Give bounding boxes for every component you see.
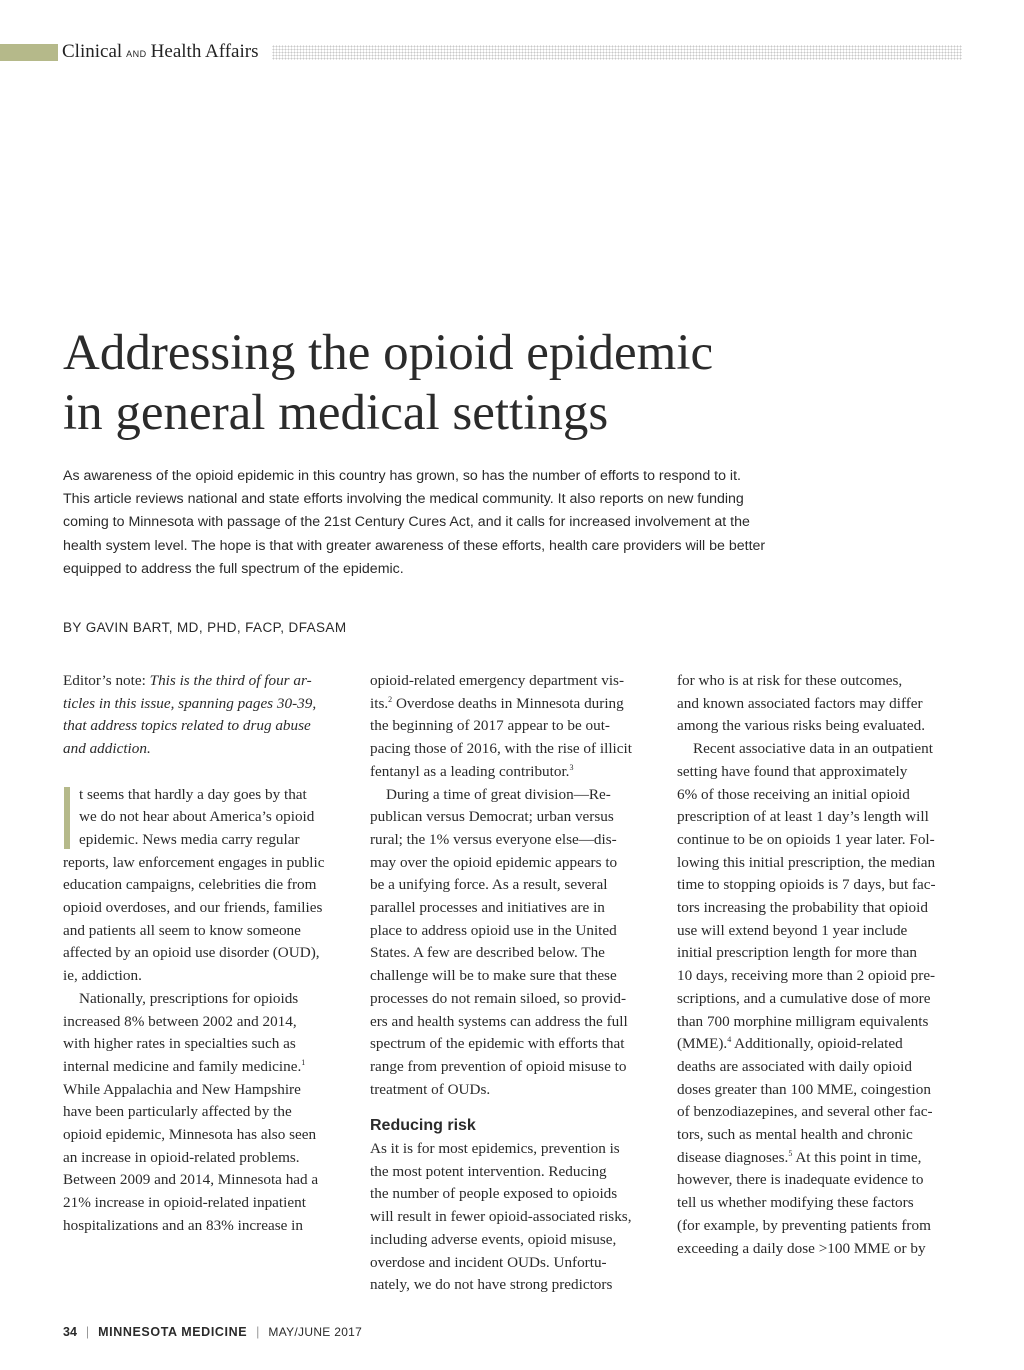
reference-3: 3 (569, 762, 574, 772)
body-line: hospitalizations and an 83% increase in (63, 1216, 303, 1234)
editor-note-line: and addiction. (63, 740, 151, 758)
column-2 (370, 670, 660, 1297)
paragraph-gap (370, 1101, 660, 1115)
deck-line: equipped to address the full spectrum of the epidemic. (63, 560, 404, 577)
body-line: While Appalachia and New Hampshire (63, 1080, 301, 1098)
body-line: among the various risks being evaluated. (677, 717, 925, 735)
deck-line: health system level. The hope is that with greater awareness of these efforts, health care providers will be better (63, 537, 766, 554)
body-line: opioid epidemic, Minnesota has also seen (63, 1126, 317, 1144)
deck-line: As awareness of the opioid epidemic in this country has grown, so has the number of efforts to respond to it. (63, 468, 741, 484)
body-line: continue to be on opioids 1 year later. Fol- (677, 830, 935, 848)
deck-line: This article reviews national and state efforts involving the medical community. It also reports on new funding (63, 491, 744, 508)
editor-note-line: ticles in this issue, spanning pages 30-39, (63, 694, 317, 712)
body-line: States. A few are described below. The (370, 944, 605, 962)
drop-cap (63, 787, 71, 849)
body-line: the number of people exposed to opioids (370, 1185, 618, 1203)
body-line: opioid overdoses, and our friends, families (63, 899, 323, 917)
body-line: reports, law enforcement engages in public (63, 853, 325, 871)
body-line: epidemic. News media carry regular (79, 830, 300, 848)
section-label-part1: Clinical (62, 41, 123, 62)
body-line: ers and health systems can address the full (370, 1012, 628, 1030)
body-line: t seems that hardly a day goes by that (79, 785, 307, 803)
editor-note-line (63, 670, 353, 693)
body-line: spectrum of the epidemic with efforts that (370, 1035, 625, 1053)
body-line: be a unifying force. As a result, several (370, 876, 608, 894)
reference-2: 2 (388, 694, 393, 704)
body-text: fentanyl as a leading contributor. (370, 762, 570, 780)
issue-date: MAY/JUNE 2017 (268, 1325, 363, 1339)
body-line: place to address opioid use in the United (370, 921, 617, 939)
body-line: deaths are associated with daily opioid (677, 1057, 912, 1075)
body-line: overdose and incident OUDs. Unfortu- (370, 1253, 607, 1271)
body-line: lowing this initial prescription, the median (677, 853, 936, 871)
magazine-name: MINNESOTA MEDICINE (98, 1325, 248, 1339)
body-line: affected by an opioid use disorder (OUD), (63, 944, 320, 962)
body-line: doses greater than 100 MME, coingestion (677, 1080, 931, 1098)
body-line: prescription of at least 1 day’s length will (677, 808, 929, 826)
body-line: pacing those of 2016, with the rise of illicit (370, 740, 632, 758)
body-line (677, 1033, 967, 1056)
body-line: may over the opioid epidemic appears to (370, 853, 618, 871)
body-line (677, 1147, 967, 1170)
body-line: have been particularly affected by the (63, 1103, 292, 1121)
page-footer (63, 1325, 362, 1339)
body-line: education campaigns, celebrities die from (63, 876, 317, 894)
body-line: tell us whether modifying these factors (677, 1194, 914, 1212)
column-1 (63, 670, 353, 1238)
body-line: tors increasing the probability that opioid (677, 899, 928, 917)
body-text: its. (370, 694, 389, 712)
editor-note-text: This is the third of four ar- (149, 672, 312, 689)
body-line: ie, addiction. (63, 967, 142, 985)
reference-1: 1 (301, 1057, 306, 1067)
article-title (63, 323, 883, 443)
reference-4: 4 (727, 1035, 732, 1045)
drop-cap-glyph (63, 787, 71, 849)
body-line: initial prescription length for more than (677, 944, 917, 962)
page-number: 34 (63, 1325, 77, 1339)
body-line: 21% increase in opioid-related inpatient (63, 1194, 306, 1212)
body-line: nately, we do not have strong predictors (370, 1276, 613, 1294)
body-line: Nationally, prescriptions for opioids (79, 989, 299, 1007)
body-line: Recent associative data in an outpatient (693, 740, 933, 758)
body-line: 6% of those receiving an initial opioid (677, 785, 910, 803)
body-text: (MME). (677, 1035, 728, 1053)
editor-note-line: that address topics related to drug abuse (63, 717, 311, 735)
drop-cap-paragraph (63, 784, 353, 852)
body-line: including adverse events, opioid misuse, (370, 1230, 617, 1248)
body-line: tors, such as mental health and chronic (677, 1126, 913, 1144)
deck-line: coming to Minnesota with passage of the 21st Century Cures Act, and it calls for increased involvement at the (63, 514, 750, 531)
title-line: in general medical settings (63, 385, 609, 441)
body-line (370, 761, 660, 784)
body-line (370, 693, 660, 716)
body-line: than 700 morphine milligram equivalents (677, 1012, 929, 1030)
section-label-part2: Health Affairs (150, 41, 259, 62)
body-line: use will extend beyond 1 year include (677, 921, 908, 939)
body-line: an increase in opioid-related problems. (63, 1148, 300, 1166)
body-text: disease diagnoses. (677, 1148, 789, 1166)
body-line: challenge will be to make sure that these (370, 967, 617, 985)
body-text: At this point in time, (792, 1148, 922, 1166)
body-line: for who is at risk for these outcomes, (677, 672, 903, 689)
byline: BY GAVIN BART, MD, PHD, FACP, DFASAM (63, 620, 347, 635)
body-line: opioid-related emergency department vis- (370, 672, 625, 689)
body-line: 10 days, receiving more than 2 opioid pre- (677, 967, 936, 985)
body-line: however, there is inadequate evidence to (677, 1171, 924, 1189)
footer-separator: | (256, 1325, 260, 1339)
body-line: and patients all seem to know someone (63, 921, 301, 939)
body-line: parallel processes and initiatives are in (370, 899, 605, 917)
body-text: internal medicine and family medicine. (63, 1057, 302, 1075)
footer-separator: | (85, 1325, 90, 1339)
section-heading: Reducing risk (370, 1117, 476, 1135)
column-3 (677, 670, 967, 1260)
body-line: with higher rates in specialties such as (63, 1035, 296, 1053)
body-line: publican versus Democrat; urban versus (370, 808, 614, 826)
title-line: Addressing the opioid epidemic (63, 325, 714, 381)
body-line: and known associated factors may differ (677, 694, 923, 712)
body-line: processes do not remain siloed, so provid- (370, 989, 627, 1007)
section-label-and: AND (126, 49, 147, 59)
body-line: exceeding a daily dose >100 MME or by (677, 1239, 926, 1257)
body-line: During a time of great division—Re- (386, 785, 611, 803)
body-text: Additionally, opioid-related (731, 1035, 903, 1053)
section-label (62, 41, 258, 63)
body-line: time to stopping opioids is 7 days, but fac- (677, 876, 936, 894)
body-line (63, 1056, 353, 1079)
body-line: As it is for most epidemics, prevention is (370, 1140, 620, 1158)
body-line: (for example, by preventing patients from (677, 1216, 931, 1234)
body-line: treatment of OUDs. (370, 1080, 491, 1098)
body-line: increased 8% between 2002 and 2014, (63, 1012, 297, 1030)
body-line: the beginning of 2017 appear to be out- (370, 717, 610, 735)
body-line: rural; the 1% versus everyone else—dis- (370, 830, 617, 848)
body-line: the most potent intervention. Reducing (370, 1162, 607, 1180)
body-line: range from prevention of opioid misuse to (370, 1057, 627, 1075)
paragraph-gap (63, 761, 353, 784)
editor-note-label: Editor’s note: (63, 672, 150, 689)
body-line: of benzodiazepines, and several other fac- (677, 1103, 933, 1121)
body-line: we do not hear about America’s opioid (79, 808, 315, 826)
body-line: Between 2009 and 2014, Minnesota had a (63, 1171, 319, 1189)
body-line: scriptions, and a cumulative dose of more (677, 989, 931, 1007)
reference-5: 5 (788, 1148, 793, 1158)
body-line: will result in fewer opioid-associated risks, (370, 1208, 632, 1226)
article-deck (63, 465, 863, 581)
header-dotted-rule (272, 45, 962, 60)
body-line: setting have found that approximately (677, 762, 908, 780)
section-accent-bar (0, 44, 58, 61)
body-text: Overdose deaths in Minnesota during (392, 694, 624, 712)
